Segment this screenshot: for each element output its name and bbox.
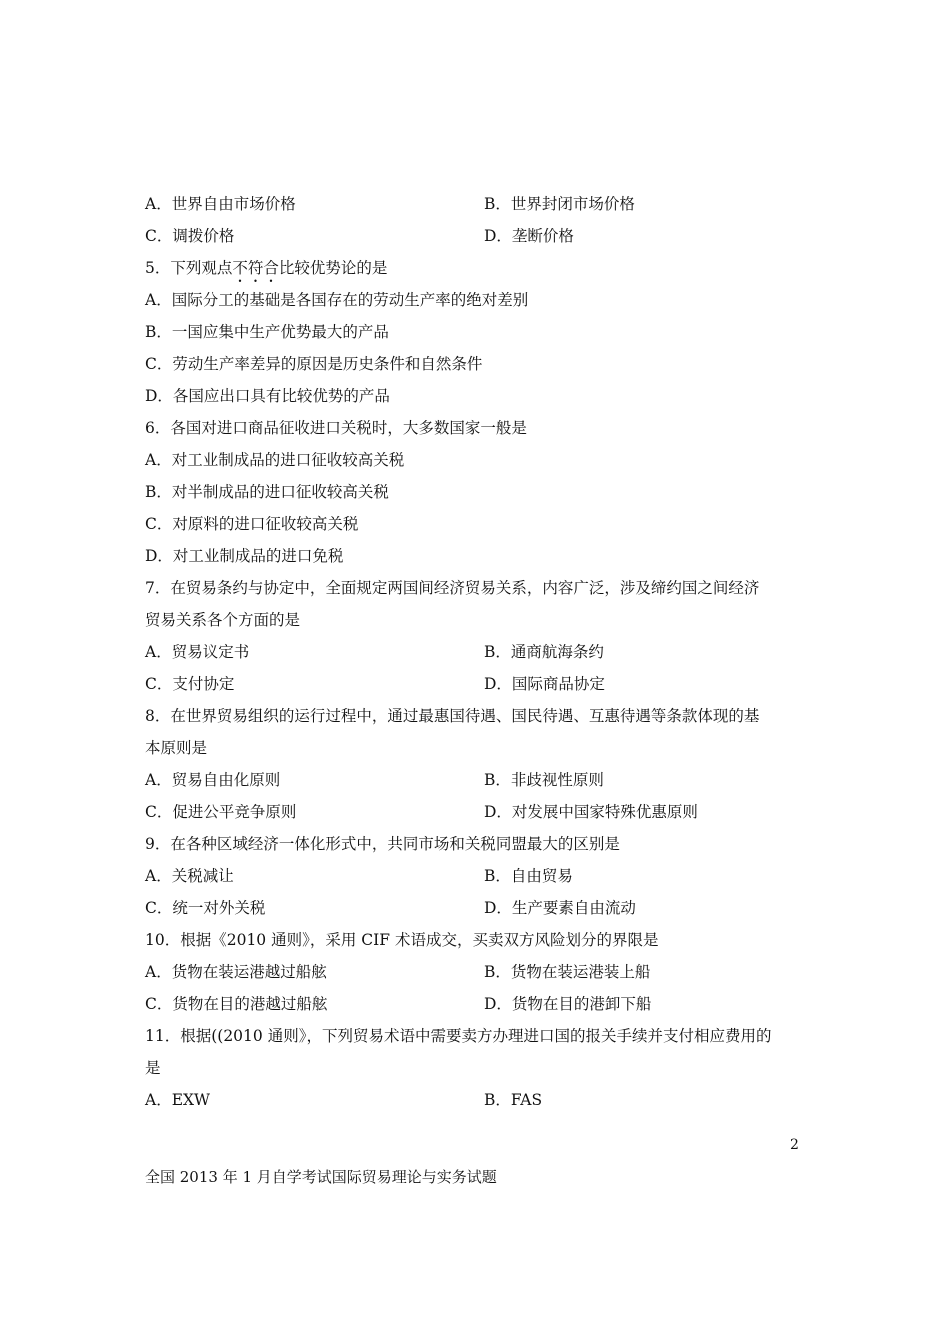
- q11-option-a: A．EXW: [145, 1091, 210, 1109]
- q5-option-d: D．各国应出口具有比较优势的产品: [145, 387, 390, 405]
- q7-option-c: C．支付协定: [145, 675, 235, 693]
- q8-options-row2: [145, 796, 810, 828]
- q5-stem-before: 5．下列观点: [145, 259, 233, 277]
- q9-options-row2: [145, 892, 810, 924]
- q8-option-d: D．对发展中国家特殊优惠原则: [484, 803, 698, 821]
- q7-stem-line2: 贸易关系各个方面的是: [145, 611, 301, 629]
- q8-stem-line2: 本原则是: [145, 739, 208, 757]
- q4-option-a: A．世界自由市场价格: [145, 195, 296, 213]
- q11-option-b: B．FAS: [484, 1091, 543, 1109]
- q7-options-row1: [145, 636, 810, 668]
- q6-stem: 6．各国对进口商品征收进口关税时，大多数国家一般是: [145, 419, 527, 437]
- q10-options-row1: [145, 956, 810, 988]
- q5-option-c: C．劳动生产率差异的原因是历史条件和自然条件: [145, 355, 483, 373]
- q11-stem-line1: 11．根据((2010 通则》，下列贸易术语中需要卖方办理进口国的报关手续并支付相应费用的: [145, 1027, 772, 1045]
- q11-stem-line2: 是: [145, 1059, 161, 1077]
- q5-option-b: B．一国应集中生产优势最大的产品: [145, 323, 389, 341]
- q5-stem: [145, 252, 810, 284]
- q5-option-a: A．国际分工的基础是各国存在的劳动生产率的绝对差别: [145, 291, 529, 309]
- q10-options-row2: [145, 988, 810, 1020]
- q8-option-c: C．促进公平竞争原则: [145, 803, 297, 821]
- page-number: 2: [790, 1137, 799, 1153]
- q4-options-row1: [145, 188, 810, 220]
- q7-option-a: A．贸易议定书: [145, 643, 250, 661]
- q4-option-b: B．世界封闭市场价格: [484, 195, 635, 213]
- q6-option-d: D．对工业制成品的进口免税: [145, 547, 344, 565]
- q9-option-c: C．统一对外关税: [145, 899, 266, 917]
- q5-stem-after: 比较优势论的是: [278, 259, 388, 277]
- q8-option-b: B．非歧视性原则: [484, 771, 604, 789]
- question-list: [145, 188, 810, 1116]
- q4-options-row2: [145, 220, 810, 252]
- q10-option-d: D．货物在目的港卸下船: [484, 995, 652, 1013]
- q9-option-d: D．生产要素自由流动: [484, 899, 636, 917]
- page-footer: 全国 2013 年 1 月自学考试国际贸易理论与实务试题: [145, 1168, 497, 1186]
- q7-option-d: D．国际商品协定: [484, 675, 605, 693]
- q9-options-row1: [145, 860, 810, 892]
- q7-option-b: B．通商航海条约: [484, 643, 604, 661]
- q7-options-row2: [145, 668, 810, 700]
- q5-stem-emphasis: 不符合: [232, 259, 279, 277]
- q10-stem: 10．根据《2010 通则》，采用 CIF 术语成交，买卖双方风险划分的界限是: [145, 931, 659, 949]
- q4-option-c: C．调拨价格: [145, 227, 235, 245]
- q8-stem-line1: 8．在世界贸易组织的运行过程中，通过最惠国待遇、国民待遇、互惠待遇等条款体现的基: [145, 707, 760, 725]
- q4-option-d: D．垄断价格: [484, 227, 574, 245]
- q9-option-a: A．关税减让: [145, 867, 234, 885]
- q6-option-b: B．对半制成品的进口征收较高关税: [145, 483, 389, 501]
- q11-options-row1: [145, 1084, 810, 1116]
- q10-option-b: B．货物在装运港装上船: [484, 963, 651, 981]
- q10-option-a: A．货物在装运港越过船舷: [145, 963, 327, 981]
- q6-option-a: A．对工业制成品的进口征收较高关税: [145, 451, 405, 469]
- q8-option-a: A．贸易自由化原则: [145, 771, 281, 789]
- q8-options-row1: [145, 764, 810, 796]
- q9-option-b: B．自由贸易: [484, 867, 573, 885]
- q7-stem-line1: 7．在贸易条约与协定中，全面规定两国间经济贸易关系，内容广泛，涉及缔约国之间经济: [145, 579, 760, 597]
- q9-stem: 9．在各种区域经济一体化形式中，共同市场和关税同盟最大的区别是: [145, 835, 620, 853]
- q10-option-c: C．货物在目的港越过船舷: [145, 995, 328, 1013]
- q6-option-c: C．对原料的进口征收较高关税: [145, 515, 359, 533]
